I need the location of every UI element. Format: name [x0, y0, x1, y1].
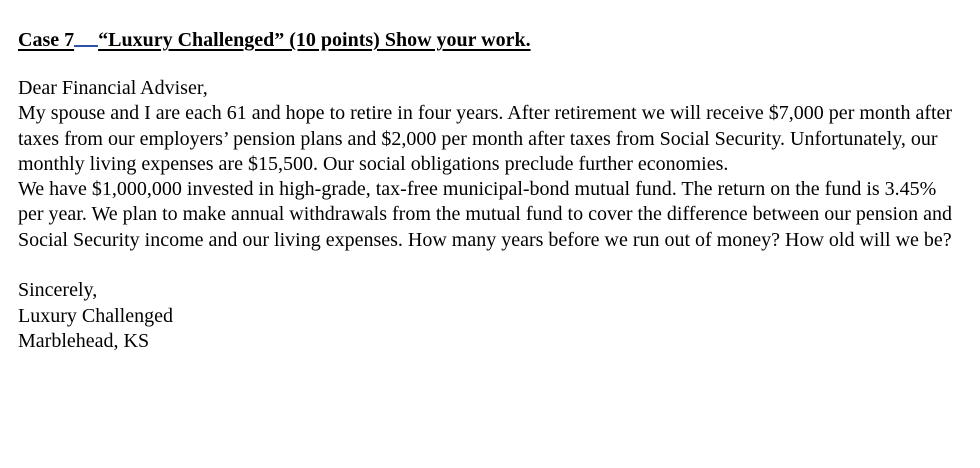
case-title: “Luxury Challenged” (10 points) Show your work.	[98, 29, 531, 51]
case-label: Case 7	[18, 29, 75, 51]
salutation: Dear Financial Adviser,	[18, 77, 208, 99]
case-separator	[74, 45, 98, 47]
letter	[18, 76, 963, 354]
signature-location: Marblehead, KS	[18, 329, 150, 352]
document-body	[18, 26, 963, 354]
blank-line	[18, 253, 963, 278]
paragraph-question: We have $1,000,000 invested in high-grade, tax-free municipal-bond mutual fund. The return on the fund is 3.45% per year. We plan to make annual withdrawals from the mutual fund to cover the difference between our pension and Social Security income and our living expenses. How many years before we run out of money? How old will we be?	[18, 178, 952, 251]
closing: Sincerely,	[18, 279, 98, 302]
signature-name: Luxury Challenged	[18, 304, 173, 327]
paragraph-situation: My spouse and I are each 61 and hope to retire in four years. After retirement we will receive $7,000 per month after taxes from our employers’ pension plans and $2,000 per month after taxes from Social Security. Unfortunately, our monthly living expenses are $15,500. Our social obligations preclude further economies.	[18, 102, 953, 175]
case-heading	[18, 26, 963, 54]
